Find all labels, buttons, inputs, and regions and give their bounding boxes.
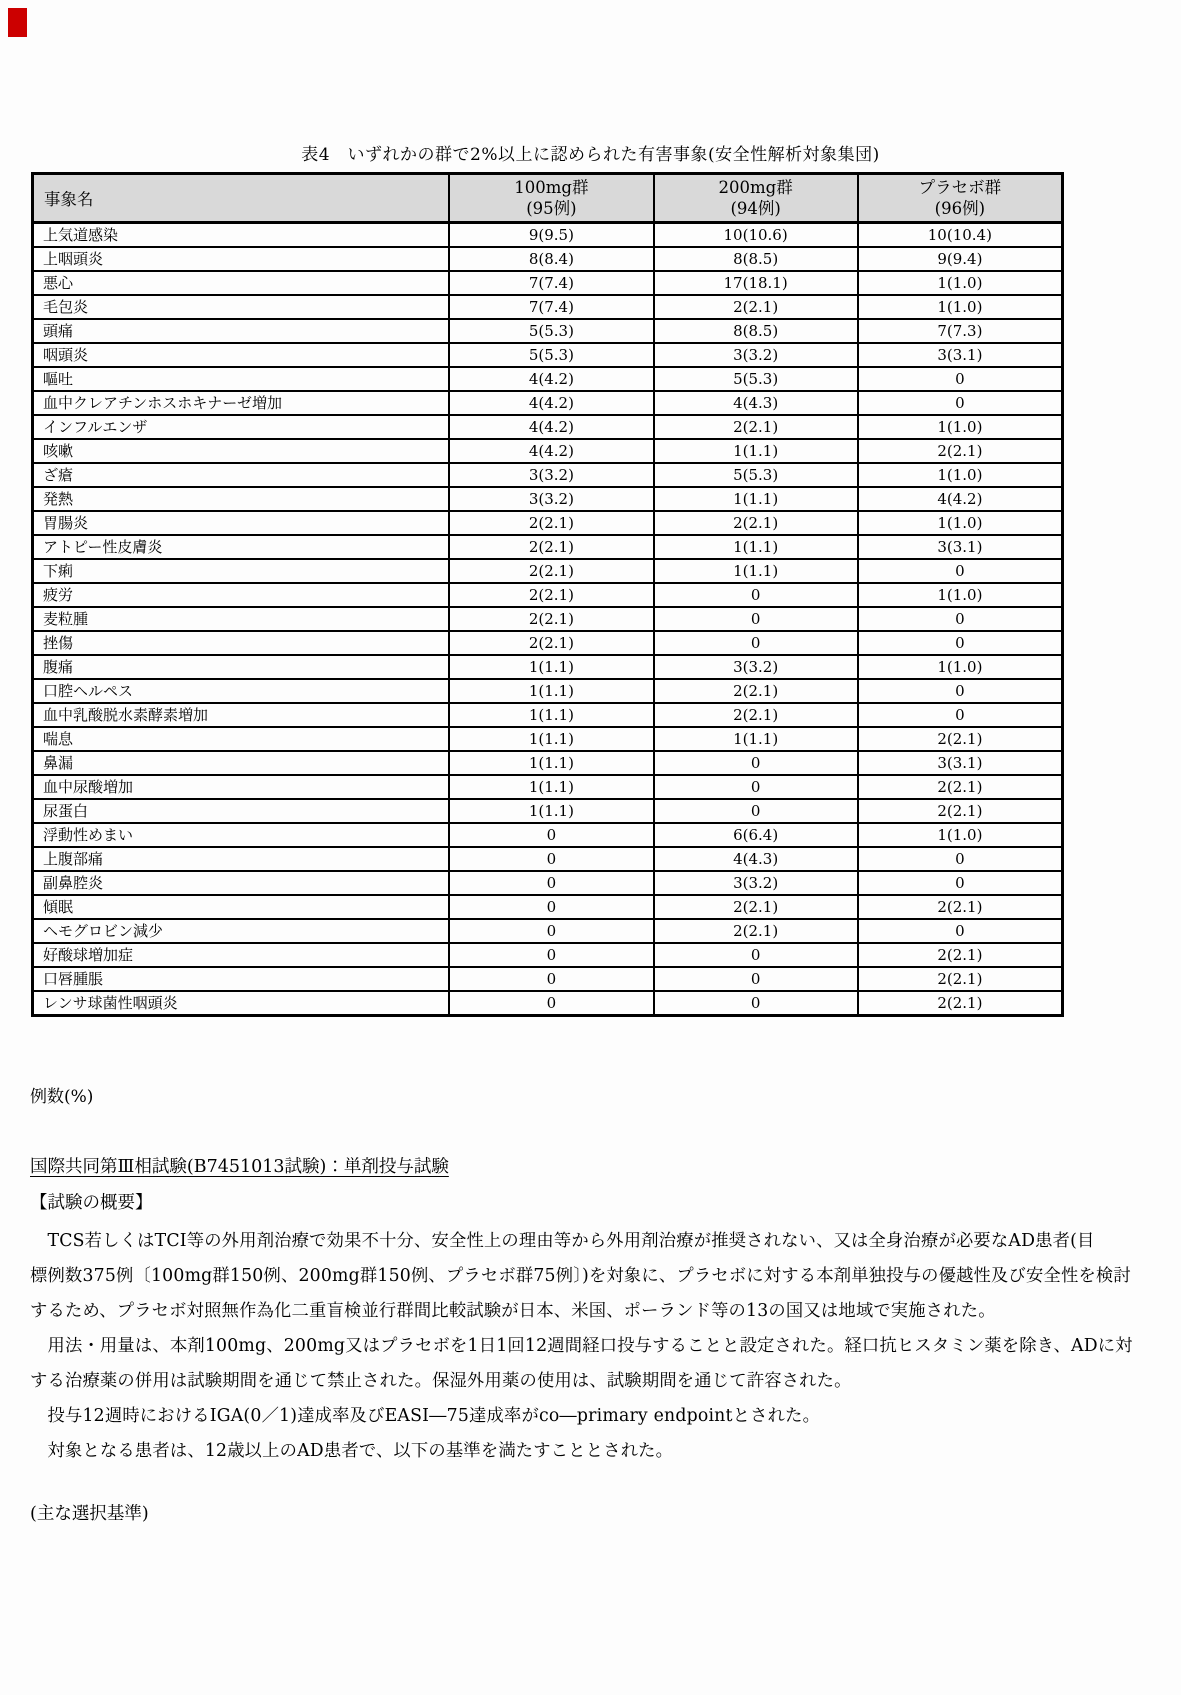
table-row	[33, 247, 1063, 271]
event-count-cell: 3(3.1)	[858, 751, 1063, 775]
event-count-cell: 0	[449, 823, 653, 847]
table-row	[33, 679, 1063, 703]
event-name-cell: 毛包炎	[33, 295, 450, 319]
study-heading: 国際共同第Ⅲ相試験(B7451013試験)：単剤投与試験	[30, 1157, 449, 1177]
column-sublabel: (94例)	[730, 199, 781, 218]
adverse-events-header	[33, 174, 1063, 223]
column-label: 200mg群	[718, 178, 793, 197]
event-count-cell: 4(4.2)	[449, 439, 653, 463]
event-count-cell: 4(4.3)	[654, 847, 858, 871]
event-count-cell: 0	[858, 703, 1063, 727]
table-row	[33, 223, 1063, 248]
event-count-cell: 0	[858, 391, 1063, 415]
event-name-cell: 頭痛	[33, 319, 450, 343]
event-count-cell: 1(1.0)	[858, 823, 1063, 847]
event-count-cell: 2(2.1)	[654, 703, 858, 727]
table-row	[33, 391, 1063, 415]
table-row	[33, 703, 1063, 727]
column-label: 100mg群	[514, 178, 589, 197]
event-name-cell: 胃腸炎	[33, 511, 450, 535]
table-title: 表4 いずれかの群で2%以上に認められた有害事象(安全性解析対象集団)	[301, 145, 880, 165]
event-name-cell: 嘔吐	[33, 367, 450, 391]
column-label: プラセボ群	[918, 178, 1002, 197]
event-count-cell: 0	[654, 799, 858, 823]
table-row	[33, 871, 1063, 895]
event-count-cell: 9(9.4)	[858, 247, 1063, 271]
event-name-cell: 腹痛	[33, 655, 450, 679]
body-line: 用法・用量は、本剤100mg、200mg又はプラセボを1日1回12週間経口投与することと設定された。経口抗ヒスタミン薬を除き、ADに対	[30, 1336, 1133, 1356]
overview-heading: 【試験の概要】	[30, 1193, 153, 1213]
event-count-cell: 1(1.1)	[449, 679, 653, 703]
event-count-cell: 1(1.0)	[858, 583, 1063, 607]
event-name-cell: 尿蛋白	[33, 799, 450, 823]
table-row	[33, 295, 1063, 319]
event-count-cell: 1(1.0)	[858, 655, 1063, 679]
event-name-cell: 口腔ヘルペス	[33, 679, 450, 703]
event-name-cell: 疲労	[33, 583, 450, 607]
event-name-cell: 傾眠	[33, 895, 450, 919]
event-count-cell: 17(18.1)	[654, 271, 858, 295]
event-name-cell: 口唇腫脹	[33, 967, 450, 991]
event-count-cell: 8(8.5)	[654, 247, 858, 271]
event-count-cell: 2(2.1)	[449, 535, 653, 559]
event-count-cell: 2(2.1)	[858, 439, 1063, 463]
event-name-cell: 鼻漏	[33, 751, 450, 775]
event-name-cell: 血中クレアチンホスホキナーゼ増加	[33, 391, 450, 415]
table-row	[33, 727, 1063, 751]
table-row	[33, 487, 1063, 511]
event-count-cell: 0	[449, 991, 653, 1016]
event-name-cell: 好酸球増加症	[33, 943, 450, 967]
event-count-cell: 2(2.1)	[858, 775, 1063, 799]
event-count-cell: 2(2.1)	[449, 583, 653, 607]
body-line: 標例数375例〔100mg群150例、200mg群150例、プラセボ群75例〕)を対象に、プラセボに対する本剤単独投与の優越性及び安全性を検討	[30, 1266, 1131, 1286]
criteria-heading: (主な選択基準)	[30, 1504, 149, 1524]
event-count-cell: 0	[654, 607, 858, 631]
event-count-cell: 2(2.1)	[449, 631, 653, 655]
header-row	[33, 174, 1063, 223]
event-count-cell: 2(2.1)	[654, 679, 858, 703]
overview-body	[30, 1224, 1155, 1469]
table-footnote: 例数(%)	[30, 1087, 94, 1107]
event-count-cell: 0	[654, 943, 858, 967]
event-count-cell: 1(1.1)	[654, 535, 858, 559]
event-count-cell: 5(5.3)	[654, 463, 858, 487]
event-count-cell: 1(1.0)	[858, 415, 1063, 439]
red-marker	[8, 8, 27, 37]
table-row	[33, 463, 1063, 487]
event-count-cell: 0	[858, 847, 1063, 871]
event-count-cell: 2(2.1)	[858, 727, 1063, 751]
event-count-cell: 0	[449, 895, 653, 919]
event-count-cell: 1(1.1)	[654, 727, 858, 751]
event-name-cell: 下痢	[33, 559, 450, 583]
event-name-cell: 上気道感染	[33, 223, 450, 248]
event-name-cell: 副鼻腔炎	[33, 871, 450, 895]
event-count-cell: 2(2.1)	[449, 559, 653, 583]
event-count-cell: 2(2.1)	[858, 943, 1063, 967]
body-line: TCS若しくはTCI等の外用剤治療で効果不十分、安全性上の理由等から外用剤治療が推奨されない、又は全身治療が必要なAD患者(目	[30, 1231, 1095, 1251]
table-row	[33, 799, 1063, 823]
event-count-cell: 10(10.4)	[858, 223, 1063, 248]
event-count-cell: 5(5.3)	[449, 343, 653, 367]
event-count-cell: 2(2.1)	[449, 607, 653, 631]
event-count-cell: 2(2.1)	[654, 919, 858, 943]
event-name-cell: ヘモグロビン減少	[33, 919, 450, 943]
event-count-cell: 1(1.1)	[449, 775, 653, 799]
adverse-events-body	[33, 223, 1063, 1016]
event-count-cell: 4(4.2)	[449, 367, 653, 391]
event-count-cell: 1(1.1)	[654, 439, 858, 463]
body-line: 投与12週時におけるIGA(0／1)達成率及びEASI―75達成率がco―primary endpointとされた。	[30, 1406, 821, 1426]
event-count-cell: 2(2.1)	[858, 799, 1063, 823]
event-name-cell: 上咽頭炎	[33, 247, 450, 271]
table-row	[33, 415, 1063, 439]
body-line: する治療薬の併用は試験期間を通じて禁止された。保湿外用薬の使用は、試験期間を通じて許容された。	[30, 1371, 852, 1391]
event-count-cell: 3(3.1)	[858, 535, 1063, 559]
event-count-cell: 0	[449, 967, 653, 991]
event-count-cell: 6(6.4)	[654, 823, 858, 847]
table-row	[33, 271, 1063, 295]
event-count-cell: 10(10.6)	[654, 223, 858, 248]
event-count-cell: 3(3.2)	[654, 871, 858, 895]
table-row	[33, 655, 1063, 679]
event-count-cell: 9(9.5)	[449, 223, 653, 248]
table-row	[33, 967, 1063, 991]
event-count-cell: 5(5.3)	[654, 367, 858, 391]
event-count-cell: 7(7.4)	[449, 295, 653, 319]
event-count-cell: 3(3.2)	[449, 487, 653, 511]
event-count-cell: 5(5.3)	[449, 319, 653, 343]
table-row	[33, 343, 1063, 367]
event-count-cell: 0	[654, 583, 858, 607]
event-count-cell: 1(1.1)	[449, 799, 653, 823]
event-name-cell: 挫傷	[33, 631, 450, 655]
column-sublabel: (95例)	[526, 199, 577, 218]
event-count-cell: 1(1.1)	[654, 559, 858, 583]
event-count-cell: 2(2.1)	[449, 511, 653, 535]
column-header-100mg	[449, 174, 653, 223]
event-count-cell: 1(1.0)	[858, 511, 1063, 535]
table-row	[33, 847, 1063, 871]
event-count-cell: 0	[654, 967, 858, 991]
table-row	[33, 511, 1063, 535]
event-count-cell: 3(3.1)	[858, 343, 1063, 367]
adverse-events-table	[31, 172, 1064, 1017]
event-count-cell: 0	[858, 919, 1063, 943]
event-count-cell: 2(2.1)	[858, 895, 1063, 919]
event-count-cell: 8(8.4)	[449, 247, 653, 271]
event-name-cell: 咳嗽	[33, 439, 450, 463]
event-count-cell: 3(3.2)	[654, 655, 858, 679]
body-line: するため、プラセボ対照無作為化二重盲検並行群間比較試験が日本、米国、ポーランド等の13の国又は地域で実施された。	[30, 1301, 996, 1321]
event-count-cell: 8(8.5)	[654, 319, 858, 343]
table-row	[33, 943, 1063, 967]
event-count-cell: 0	[654, 775, 858, 799]
event-count-cell: 0	[858, 631, 1063, 655]
event-name-cell: 浮動性めまい	[33, 823, 450, 847]
event-count-cell: 2(2.1)	[654, 895, 858, 919]
event-count-cell: 7(7.3)	[858, 319, 1063, 343]
event-name-cell: レンサ球菌性咽頭炎	[33, 991, 450, 1016]
event-name-cell: 咽頭炎	[33, 343, 450, 367]
event-count-cell: 4(4.2)	[449, 415, 653, 439]
table-row	[33, 919, 1063, 943]
table-row	[33, 823, 1063, 847]
event-count-cell: 1(1.0)	[858, 295, 1063, 319]
event-name-cell: 血中尿酸増加	[33, 775, 450, 799]
table-row	[33, 319, 1063, 343]
event-count-cell: 3(3.2)	[449, 463, 653, 487]
column-header-event-name	[33, 174, 450, 223]
column-label: 事象名	[44, 190, 94, 209]
event-name-cell: 悪心	[33, 271, 450, 295]
event-count-cell: 3(3.2)	[654, 343, 858, 367]
event-count-cell: 0	[858, 679, 1063, 703]
event-name-cell: 発熱	[33, 487, 450, 511]
event-count-cell: 4(4.3)	[654, 391, 858, 415]
event-name-cell: インフルエンザ	[33, 415, 450, 439]
event-count-cell: 0	[449, 943, 653, 967]
column-sublabel: (96例)	[934, 199, 986, 218]
event-count-cell: 2(2.1)	[654, 295, 858, 319]
table-row	[33, 535, 1063, 559]
event-count-cell: 1(1.0)	[858, 271, 1063, 295]
event-count-cell: 0	[449, 847, 653, 871]
table-row	[33, 751, 1063, 775]
event-count-cell: 0	[449, 871, 653, 895]
event-count-cell: 7(7.4)	[449, 271, 653, 295]
event-name-cell: 上腹部痛	[33, 847, 450, 871]
event-count-cell: 1(1.1)	[654, 487, 858, 511]
table-row	[33, 559, 1063, 583]
table-row	[33, 775, 1063, 799]
event-count-cell: 0	[858, 607, 1063, 631]
column-header-placebo	[858, 174, 1063, 223]
event-count-cell: 1(1.0)	[858, 463, 1063, 487]
event-count-cell: 0	[858, 559, 1063, 583]
event-count-cell: 2(2.1)	[654, 415, 858, 439]
event-name-cell: アトピー性皮膚炎	[33, 535, 450, 559]
event-count-cell: 0	[858, 367, 1063, 391]
table-row	[33, 439, 1063, 463]
event-name-cell: 喘息	[33, 727, 450, 751]
table-row	[33, 607, 1063, 631]
event-count-cell: 2(2.1)	[858, 991, 1063, 1016]
event-name-cell: 血中乳酸脱水素酵素増加	[33, 703, 450, 727]
event-count-cell: 0	[858, 871, 1063, 895]
table-row	[33, 583, 1063, 607]
event-count-cell: 4(4.2)	[858, 487, 1063, 511]
table-row	[33, 631, 1063, 655]
event-count-cell: 1(1.1)	[449, 751, 653, 775]
body-line: 対象となる患者は、12歳以上のAD患者で、以下の基準を満たすこととされた。	[30, 1441, 674, 1461]
event-count-cell: 1(1.1)	[449, 655, 653, 679]
event-count-cell: 2(2.1)	[654, 511, 858, 535]
table-row	[33, 991, 1063, 1016]
event-count-cell: 0	[654, 631, 858, 655]
event-name-cell: 麦粒腫	[33, 607, 450, 631]
event-count-cell: 1(1.1)	[449, 727, 653, 751]
event-count-cell: 1(1.1)	[449, 703, 653, 727]
event-count-cell: 0	[654, 991, 858, 1016]
event-name-cell: ざ瘡	[33, 463, 450, 487]
table-row	[33, 367, 1063, 391]
event-count-cell: 0	[654, 751, 858, 775]
event-count-cell: 4(4.2)	[449, 391, 653, 415]
event-count-cell: 0	[449, 919, 653, 943]
event-count-cell: 2(2.1)	[858, 967, 1063, 991]
table-row	[33, 895, 1063, 919]
column-header-200mg	[654, 174, 858, 223]
